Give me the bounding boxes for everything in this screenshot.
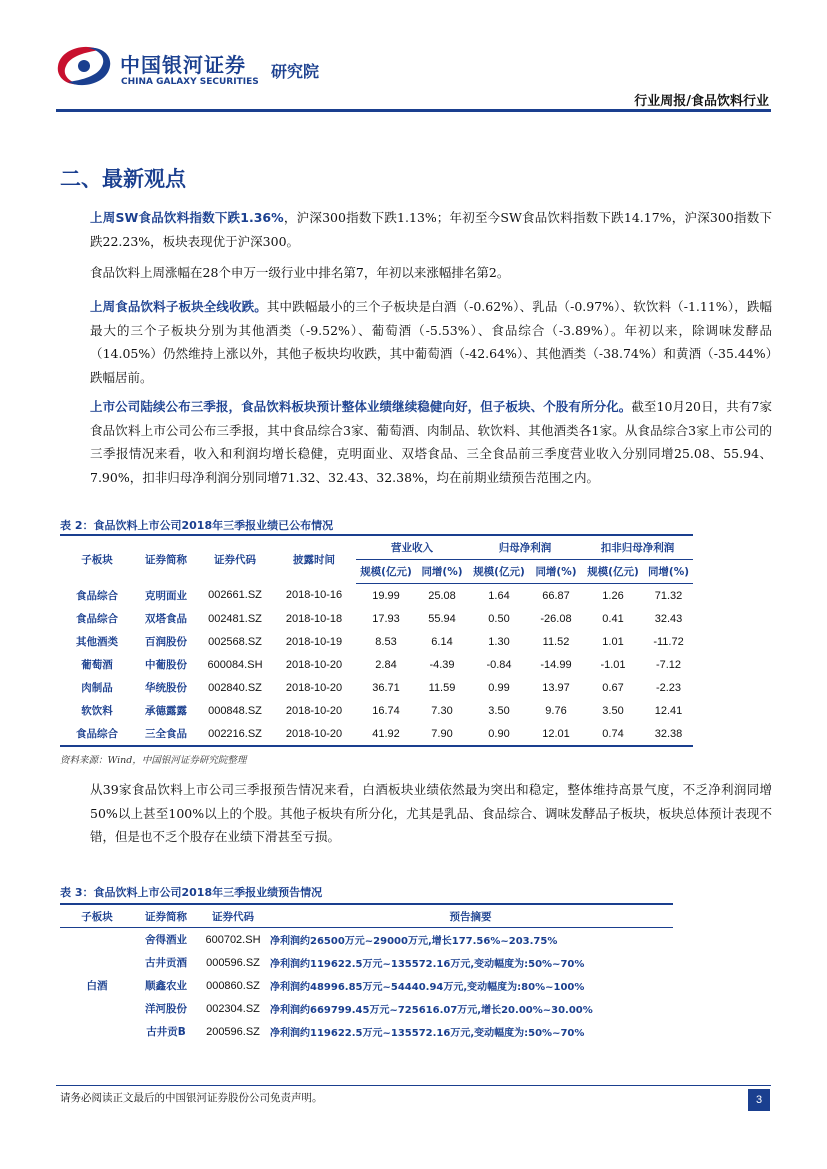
cell-value: 0.90 [468,722,530,746]
company-name-cn: 中国银河证券 [120,53,246,77]
paragraph-body: 截至10月20日，共有7家食品饮料上市公司公布三季报，其中食品综合3家、葡萄酒、肉制品、软饮料、其他酒类各1家。从食品综合3家上市公司的三季报情况来看，收入和利润均增长稳健，克明面业、双塔食品、三全食品前三季度营业收入分别同增25.08、55.94、7.90%，扣非归母净利润分别同增71.32、32.43、32.38%，均在前期业绩预告范围之内。 [90,399,772,485]
paragraph-lead: 上周SW食品饮料指数下跌1.36% [90,210,284,225]
paragraph-body: ，沪深300指数下跌1.13%；年初至今SW食品饮料指数下跌14.17%，沪深300指数下跌22.23%，板块表现优于沪深300。 [90,210,772,249]
cell-summary: 净利润约669799.45万元~725616.07万元,增长20.00%~30.00% [270,1005,593,1016]
cell-value: -4.39 [429,658,455,671]
cell-value: 0.67 [602,681,624,694]
cell-sector: 食品综合 [76,589,118,602]
company-name-en: CHINA GALAXY SECURITIES [121,77,259,87]
cell-summary: 净利润约26500万元~29000万元,增长177.56%~203.75% [270,936,558,947]
table-row [60,951,673,974]
cell-code: 002661.SZ [208,589,262,602]
paragraph-q3-reports [60,395,772,489]
table-row [60,722,693,746]
cell-value: -26.08 [540,612,572,625]
page-number: 3 [748,1089,770,1111]
cell-name: 古井贡B [146,1026,186,1038]
col-growth: 同增(%) [416,560,468,584]
cell-summary: 净利润约119622.5万元~135572.16万元,变动幅度为:50%~70% [270,1028,585,1039]
cell-code: 000848.SZ [208,704,262,717]
cell-code: 002304.SZ [206,1002,260,1015]
col-name: 证券简称 [134,904,198,928]
col-name: 证券简称 [134,535,198,584]
cell-code: 002216.SZ [198,722,272,746]
paragraph-body: 其中跌幅最小的三个子板块是白酒（-0.62%）、乳品（-0.97%）、软饮料（-1.11%），跌幅最大的三个子板块分别为其他酒类（-9.52%）、葡萄酒（-5.53%）、食品综合（-3.89%）。年初以来，除调味发酵品（14.05%）仍然维持上涨以外，其他子板块均收跌，其中葡萄酒（-42.64%）、其他酒类（-38.74%）和黄酒（-35.44%）跌幅居前。 [90,299,772,385]
header-divider [56,109,771,112]
cell-value: 12.01 [530,722,582,746]
col-date: 披露时间 [272,535,356,584]
cell-date: 2018-10-19 [285,635,343,648]
cell-name: 顺鑫农业 [145,980,187,992]
cell-date: 2018-10-20 [272,722,356,746]
cell-code: 200596.SZ [206,1025,260,1038]
cell-value: 1.01 [602,635,624,648]
cell-name: 三全食品 [134,722,198,746]
cell-value: 3.50 [602,704,624,717]
cell-value: 66.87 [542,589,570,602]
footer-disclaimer: 请务必阅读正文最后的中国银河证券股份公司免责声明。 [60,1092,323,1104]
cell-sector: 其他酒类 [76,636,118,648]
cell-value: 32.38 [644,722,693,746]
cell-value: 16.74 [372,704,400,717]
cell-value: 32.43 [654,612,683,625]
cell-value: -14.99 [540,658,572,671]
cell-value: 0.41 [602,612,624,625]
cell-sector: 白酒 [86,980,108,992]
cell-name: 中葡股份 [145,659,187,671]
cell-value: 8.53 [375,635,397,648]
cell-value: 7.90 [416,722,468,746]
cell-value: 25.08 [428,589,456,602]
col-scale: 规模(亿元) [468,560,530,584]
cell-value: -2.23 [655,681,682,694]
paragraph-lead: 上周食品饮料子板块全线收跌。 [90,299,267,314]
paragraph-index-performance [60,206,772,253]
cell-value: 12.41 [654,704,683,717]
paragraph-forecast [60,778,772,849]
table3-title: 表 3：食品饮料上市公司2018年三季报业绩预告情况 [60,886,323,899]
cell-date: 2018-10-20 [285,681,343,694]
cell-code: 600702.SH [205,933,261,946]
col-group-revenue: 营业收入 [356,535,468,560]
section-title: 二、最新观点 [60,167,186,191]
paragraph-body: 食品饮料上周涨幅在28个申万一级行业中排名第7，年初以来涨幅排名第2。 [90,265,510,280]
cell-date: 2018-10-20 [285,704,343,717]
col-sector: 子板块 [60,904,134,928]
col-scale: 规模(亿元) [356,560,416,584]
table-row [60,653,693,676]
cell-code: 000860.SZ [206,979,260,992]
cell-value: 36.71 [372,681,400,694]
cell-value: 2.84 [375,658,397,671]
cell-code: 002568.SZ [208,635,262,648]
table-row [60,584,693,608]
table-row [60,928,673,952]
paragraph-ranking [60,261,772,285]
cell-sector: 葡萄酒 [81,659,113,671]
cell-name: 华统股份 [145,682,187,694]
table-row [60,1020,673,1043]
cell-date: 2018-10-18 [285,612,343,625]
col-group-deducted-profit: 扣非归母净利润 [582,535,693,560]
col-code: 证券代码 [198,535,272,584]
cell-code: 002481.SZ [208,612,262,625]
cell-sector: 食品综合 [76,613,118,625]
paragraph-body: 从39家食品饮料上市公司三季报预告情况来看，白酒板块业绩依然最为突出和稳定，整体维持高景气度，不乏净利润同增50%以上甚至100%以上的个股。其他子板块有所分化，尤其是乳品、食品综合、调味发酵品子板块，板块总体预计表现不错，但是也不乏个股存在业绩下滑甚至亏损。 [90,782,772,844]
cell-date: 2018-10-16 [285,589,343,602]
cell-value: 0.50 [488,612,510,625]
cell-date: 2018-10-20 [285,658,343,671]
table-row [60,676,693,699]
cell-name: 古井贡酒 [145,957,187,969]
cell-sector: 食品综合 [60,722,134,746]
table-row [60,699,693,722]
cell-value: 0.99 [488,681,510,694]
col-code: 证券代码 [198,904,268,928]
cell-name: 双塔食品 [145,613,187,625]
col-scale: 规模(亿元) [582,560,644,584]
table-row [60,997,673,1020]
cell-value: 1.26 [602,589,624,602]
cell-summary: 净利润约48996.85万元~54440.94万元,变动幅度为:80%~100% [270,982,585,993]
col-summary: 预告摘要 [268,904,673,928]
paragraph-subsectors [60,295,772,389]
cell-sector: 软饮料 [81,705,113,717]
cell-value: 55.94 [428,612,456,625]
col-sector: 子板块 [60,535,134,584]
paragraph-lead: 上市公司陆续公布三季报，食品饮料板块预计整体业绩继续稳健向好，但子板块、个股有所分化。 [90,399,632,414]
cell-value: 41.92 [356,722,416,746]
cell-value: 0.74 [582,722,644,746]
cell-value: 6.14 [431,635,453,648]
cell-sector: 肉制品 [81,682,113,694]
cell-name: 舍得酒业 [145,934,187,946]
cell-value: 71.32 [654,589,683,602]
cell-value: 13.97 [542,681,570,694]
table-row [60,630,693,653]
table2-title: 表 2：食品饮料上市公司2018年三季报业绩已公布情况 [60,519,334,532]
cell-name: 克明面业 [145,589,187,602]
cell-value: 1.64 [488,589,510,602]
col-growth: 同增(%) [644,560,693,584]
footer-divider [56,1085,771,1086]
table-row [60,607,693,630]
cell-summary: 净利润约119622.5万元~135572.16万元,变动幅度为:50%~70% [270,959,585,970]
cell-name: 洋河股份 [145,1003,187,1015]
table-row [60,974,673,997]
col-growth: 同增(%) [530,560,582,584]
cell-code: 002840.SZ [208,681,262,694]
cell-value: -0.84 [486,658,512,671]
cell-value: 17.93 [372,612,400,625]
table2-q3-results [60,534,693,747]
cell-value: -11.72 [653,635,684,648]
cell-value: 9.76 [545,704,567,717]
cell-code: 000596.SZ [206,956,260,969]
galaxy-logo-icon [54,44,114,88]
col-group-net-profit: 归母净利润 [468,535,582,560]
cell-value: 11.59 [428,681,456,694]
cell-value: 7.30 [431,704,453,717]
report-type: 行业周报/食品饮料行业 [634,94,769,109]
cell-value: -1.01 [600,658,626,671]
cell-value: -7.12 [655,658,682,671]
cell-value: 3.50 [488,704,510,717]
cell-code: 600084.SH [207,658,263,671]
institute-label: 研究院 [271,62,320,81]
cell-value: 1.30 [488,635,510,648]
table3-q3-forecasts [60,903,673,1043]
cell-name: 百润股份 [145,636,187,648]
source-note: 资料来源：Wind，中国银河证券研究院整理 [60,755,247,766]
cell-name: 承德露露 [145,705,187,717]
cell-value: 19.99 [372,589,400,602]
cell-value: 11.52 [542,635,570,648]
